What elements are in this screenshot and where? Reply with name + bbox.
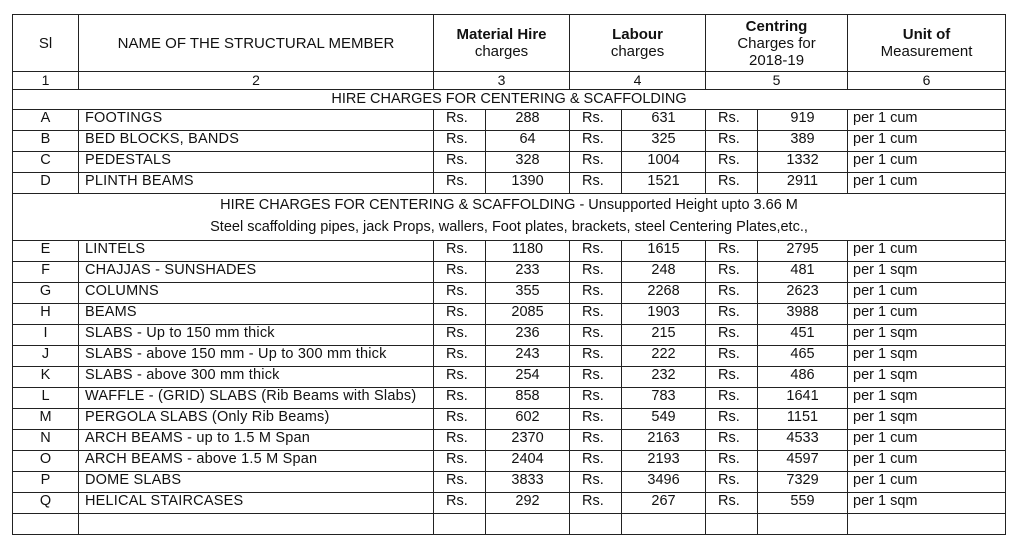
header-centring-year: 2018-19 — [748, 51, 805, 69]
row-centring-currency: Rs. — [706, 283, 758, 304]
row-centring-currency: Rs. — [706, 430, 758, 451]
row-labour-charge: 1903 — [622, 304, 706, 325]
row-name: PEDESTALS — [79, 152, 434, 173]
header-labour — [570, 15, 706, 72]
section2-heading — [13, 194, 1006, 241]
row-labour-currency: Rs. — [570, 262, 622, 283]
row-name: HELICAL STAIRCASES — [79, 493, 434, 514]
header-unit-title: Unit of — [902, 26, 951, 43]
row-unit: per 1 sqm — [848, 325, 1006, 346]
row-labour-charge: 3496 — [622, 472, 706, 493]
row-labour-charge: 267 — [622, 493, 706, 514]
table-row — [13, 430, 1006, 451]
row-material-currency: Rs. — [434, 283, 486, 304]
row-labour-currency: Rs. — [570, 430, 622, 451]
row-si: J — [13, 346, 79, 367]
row-name: LINTELS — [79, 241, 434, 262]
row-labour-charge: 1521 — [622, 173, 706, 194]
row-centring-currency: Rs. — [706, 173, 758, 194]
row-centring-charge: 481 — [758, 262, 848, 283]
row-material-charge: 355 — [486, 283, 570, 304]
row-unit: per 1 cum — [848, 430, 1006, 451]
row-material-charge: 1180 — [486, 241, 570, 262]
row-si: K — [13, 367, 79, 388]
row-centring-currency: Rs. — [706, 131, 758, 152]
row-labour-charge: 2268 — [622, 283, 706, 304]
col-num-2: 2 — [79, 72, 434, 90]
row-material-currency: Rs. — [434, 367, 486, 388]
row-material-currency: Rs. — [434, 388, 486, 409]
header-unit-sub: Measurement — [880, 43, 973, 60]
row-centring-currency: Rs. — [706, 346, 758, 367]
row-material-charge: 3833 — [486, 472, 570, 493]
row-labour-charge: 1004 — [622, 152, 706, 173]
col-num-3: 3 — [434, 72, 570, 90]
row-centring-charge: 7329 — [758, 472, 848, 493]
header-name: NAME OF THE STRUCTURAL MEMBER — [79, 15, 434, 72]
row-centring-charge: 2623 — [758, 283, 848, 304]
column-number-row — [13, 72, 1006, 90]
header-centring-title: Centring — [745, 17, 808, 35]
row-labour-charge: 325 — [622, 131, 706, 152]
row-centring-currency: Rs. — [706, 493, 758, 514]
header-material — [434, 15, 570, 72]
row-centring-charge: 389 — [758, 131, 848, 152]
row-unit: per 1 cum — [848, 241, 1006, 262]
section1-title: HIRE CHARGES FOR CENTERING & SCAFFOLDING — [13, 90, 1006, 110]
row-centring-charge: 451 — [758, 325, 848, 346]
row-material-charge: 602 — [486, 409, 570, 430]
row-unit: per 1 sqm — [848, 409, 1006, 430]
row-material-currency: Rs. — [434, 451, 486, 472]
row-name: BEAMS — [79, 304, 434, 325]
row-centring-charge: 2911 — [758, 173, 848, 194]
table-row — [13, 283, 1006, 304]
table-row — [13, 173, 1006, 194]
header-si: Sl — [13, 15, 79, 72]
row-labour-currency: Rs. — [570, 173, 622, 194]
row-centring-currency: Rs. — [706, 451, 758, 472]
row-name: COLUMNS — [79, 283, 434, 304]
row-centring-charge: 4597 — [758, 451, 848, 472]
row-unit: per 1 cum — [848, 472, 1006, 493]
row-labour-currency: Rs. — [570, 472, 622, 493]
row-name: PLINTH BEAMS — [79, 173, 434, 194]
row-name: BED BLOCKS, BANDS — [79, 131, 434, 152]
row-si: Q — [13, 493, 79, 514]
row-unit: per 1 cum — [848, 283, 1006, 304]
row-centring-currency: Rs. — [706, 152, 758, 173]
table-row — [13, 346, 1006, 367]
row-centring-currency: Rs. — [706, 325, 758, 346]
row-material-charge: 292 — [486, 493, 570, 514]
header-centring-sub: Charges for — [737, 34, 816, 52]
row-unit: per 1 cum — [848, 173, 1006, 194]
cut-cell — [706, 514, 758, 535]
row-labour-charge: 248 — [622, 262, 706, 283]
row-material-currency: Rs. — [434, 173, 486, 194]
table-row — [13, 110, 1006, 131]
row-unit: per 1 sqm — [848, 388, 1006, 409]
table-row — [13, 472, 1006, 493]
row-labour-currency: Rs. — [570, 131, 622, 152]
row-si: N — [13, 430, 79, 451]
row-name: PERGOLA SLABS (Only Rib Beams) — [79, 409, 434, 430]
row-unit: per 1 sqm — [848, 493, 1006, 514]
row-name: SLABS - above 300 mm thick — [79, 367, 434, 388]
row-name: SLABS - Up to 150 mm thick — [79, 325, 434, 346]
row-labour-charge: 2193 — [622, 451, 706, 472]
row-unit: per 1 sqm — [848, 367, 1006, 388]
row-centring-charge: 2795 — [758, 241, 848, 262]
row-labour-currency: Rs. — [570, 346, 622, 367]
row-labour-charge: 232 — [622, 367, 706, 388]
row-si: O — [13, 451, 79, 472]
row-labour-currency: Rs. — [570, 110, 622, 131]
group2-rows — [13, 241, 1006, 514]
row-material-charge: 64 — [486, 131, 570, 152]
table-row — [13, 131, 1006, 152]
table-row — [13, 304, 1006, 325]
row-name: DOME SLABS — [79, 472, 434, 493]
row-material-charge: 2370 — [486, 430, 570, 451]
row-centring-charge: 465 — [758, 346, 848, 367]
row-name: ARCH BEAMS - up to 1.5 M Span — [79, 430, 434, 451]
row-name: WAFFLE - (GRID) SLABS (Rib Beams with Slabs) — [79, 388, 434, 409]
row-material-currency: Rs. — [434, 304, 486, 325]
row-material-currency: Rs. — [434, 409, 486, 430]
table-row — [13, 241, 1006, 262]
centering-charges-table — [12, 14, 1006, 535]
row-si: E — [13, 241, 79, 262]
cut-cell — [758, 514, 848, 535]
row-centring-charge: 4533 — [758, 430, 848, 451]
row-unit: per 1 sqm — [848, 262, 1006, 283]
row-centring-charge: 919 — [758, 110, 848, 131]
table-row — [13, 367, 1006, 388]
cut-cell — [434, 514, 486, 535]
row-material-charge: 243 — [486, 346, 570, 367]
row-centring-charge: 559 — [758, 493, 848, 514]
header-labour-title: Labour — [612, 26, 663, 43]
row-name: SLABS - above 150 mm - Up to 300 mm thick — [79, 346, 434, 367]
cut-cell — [79, 514, 434, 535]
row-centring-currency: Rs. — [706, 409, 758, 430]
row-si: G — [13, 283, 79, 304]
row-si: A — [13, 110, 79, 131]
row-si: C — [13, 152, 79, 173]
row-centring-currency: Rs. — [706, 262, 758, 283]
row-unit: per 1 cum — [848, 110, 1006, 131]
cut-cell — [848, 514, 1006, 535]
table-row — [13, 409, 1006, 430]
row-labour-currency: Rs. — [570, 388, 622, 409]
row-unit: per 1 cum — [848, 152, 1006, 173]
row-material-charge: 858 — [486, 388, 570, 409]
row-si: P — [13, 472, 79, 493]
row-centring-currency: Rs. — [706, 304, 758, 325]
section-heading-row — [13, 90, 1006, 110]
row-centring-charge: 1641 — [758, 388, 848, 409]
row-material-currency: Rs. — [434, 110, 486, 131]
row-unit: per 1 cum — [848, 304, 1006, 325]
row-si: L — [13, 388, 79, 409]
table-row — [13, 152, 1006, 173]
row-material-charge: 328 — [486, 152, 570, 173]
row-material-currency: Rs. — [434, 325, 486, 346]
row-name: CHAJJAS - SUNSHADES — [79, 262, 434, 283]
row-material-currency: Rs. — [434, 472, 486, 493]
row-material-currency: Rs. — [434, 346, 486, 367]
table-row — [13, 262, 1006, 283]
header-labour-sub: charges — [610, 43, 665, 60]
header-material-title: Material Hire — [456, 26, 547, 43]
cut-cell — [622, 514, 706, 535]
row-labour-currency: Rs. — [570, 152, 622, 173]
row-material-currency: Rs. — [434, 241, 486, 262]
row-material-currency: Rs. — [434, 430, 486, 451]
col-num-1: 1 — [13, 72, 79, 90]
row-unit: per 1 cum — [848, 131, 1006, 152]
cut-cell — [486, 514, 570, 535]
section2-subtitle: Steel scaffolding pipes, jack Props, wallers, Foot plates, brackets, steel Centering Plates,etc., — [210, 219, 808, 235]
row-si: B — [13, 131, 79, 152]
row-si: F — [13, 262, 79, 283]
col-num-6: 6 — [848, 72, 1006, 90]
row-labour-charge: 215 — [622, 325, 706, 346]
row-centring-charge: 1332 — [758, 152, 848, 173]
row-centring-currency: Rs. — [706, 367, 758, 388]
table-row — [13, 493, 1006, 514]
row-labour-currency: Rs. — [570, 451, 622, 472]
row-material-charge: 233 — [486, 262, 570, 283]
header-row — [13, 15, 1006, 72]
row-labour-charge: 2163 — [622, 430, 706, 451]
row-centring-currency: Rs. — [706, 472, 758, 493]
row-si: D — [13, 173, 79, 194]
section-heading-row-2 — [13, 194, 1006, 241]
row-labour-charge: 222 — [622, 346, 706, 367]
col-num-5: 5 — [706, 72, 848, 90]
row-centring-currency: Rs. — [706, 110, 758, 131]
row-material-charge: 254 — [486, 367, 570, 388]
row-name: ARCH BEAMS - above 1.5 M Span — [79, 451, 434, 472]
row-material-charge: 288 — [486, 110, 570, 131]
row-labour-currency: Rs. — [570, 325, 622, 346]
cut-cell — [570, 514, 622, 535]
row-labour-currency: Rs. — [570, 493, 622, 514]
row-labour-currency: Rs. — [570, 283, 622, 304]
row-labour-currency: Rs. — [570, 304, 622, 325]
table-row — [13, 388, 1006, 409]
row-material-currency: Rs. — [434, 262, 486, 283]
row-material-charge: 2404 — [486, 451, 570, 472]
row-centring-currency: Rs. — [706, 241, 758, 262]
row-material-currency: Rs. — [434, 131, 486, 152]
header-centring — [706, 15, 848, 72]
row-labour-currency: Rs. — [570, 367, 622, 388]
row-si: M — [13, 409, 79, 430]
row-material-currency: Rs. — [434, 152, 486, 173]
row-unit: per 1 cum — [848, 451, 1006, 472]
row-labour-charge: 549 — [622, 409, 706, 430]
row-centring-charge: 486 — [758, 367, 848, 388]
row-centring-currency: Rs. — [706, 388, 758, 409]
row-labour-charge: 783 — [622, 388, 706, 409]
table-row — [13, 451, 1006, 472]
header-unit — [848, 15, 1006, 72]
row-labour-currency: Rs. — [570, 409, 622, 430]
row-si: H — [13, 304, 79, 325]
group1-rows — [13, 110, 1006, 194]
row-name: FOOTINGS — [79, 110, 434, 131]
cut-off-row — [13, 514, 1006, 535]
cut-cell — [13, 514, 79, 535]
row-material-charge: 2085 — [486, 304, 570, 325]
row-centring-charge: 3988 — [758, 304, 848, 325]
row-material-currency: Rs. — [434, 493, 486, 514]
row-si: I — [13, 325, 79, 346]
header-material-sub: charges — [474, 43, 529, 60]
rates-sheet — [12, 14, 1007, 559]
section2-title: HIRE CHARGES FOR CENTERING & SCAFFOLDING - Unsupported Height upto 3.66 M — [220, 197, 798, 213]
row-labour-currency: Rs. — [570, 241, 622, 262]
row-centring-charge: 1151 — [758, 409, 848, 430]
row-labour-charge: 631 — [622, 110, 706, 131]
row-unit: per 1 sqm — [848, 346, 1006, 367]
row-material-charge: 1390 — [486, 173, 570, 194]
table-row — [13, 325, 1006, 346]
row-labour-charge: 1615 — [622, 241, 706, 262]
col-num-4: 4 — [570, 72, 706, 90]
row-material-charge: 236 — [486, 325, 570, 346]
